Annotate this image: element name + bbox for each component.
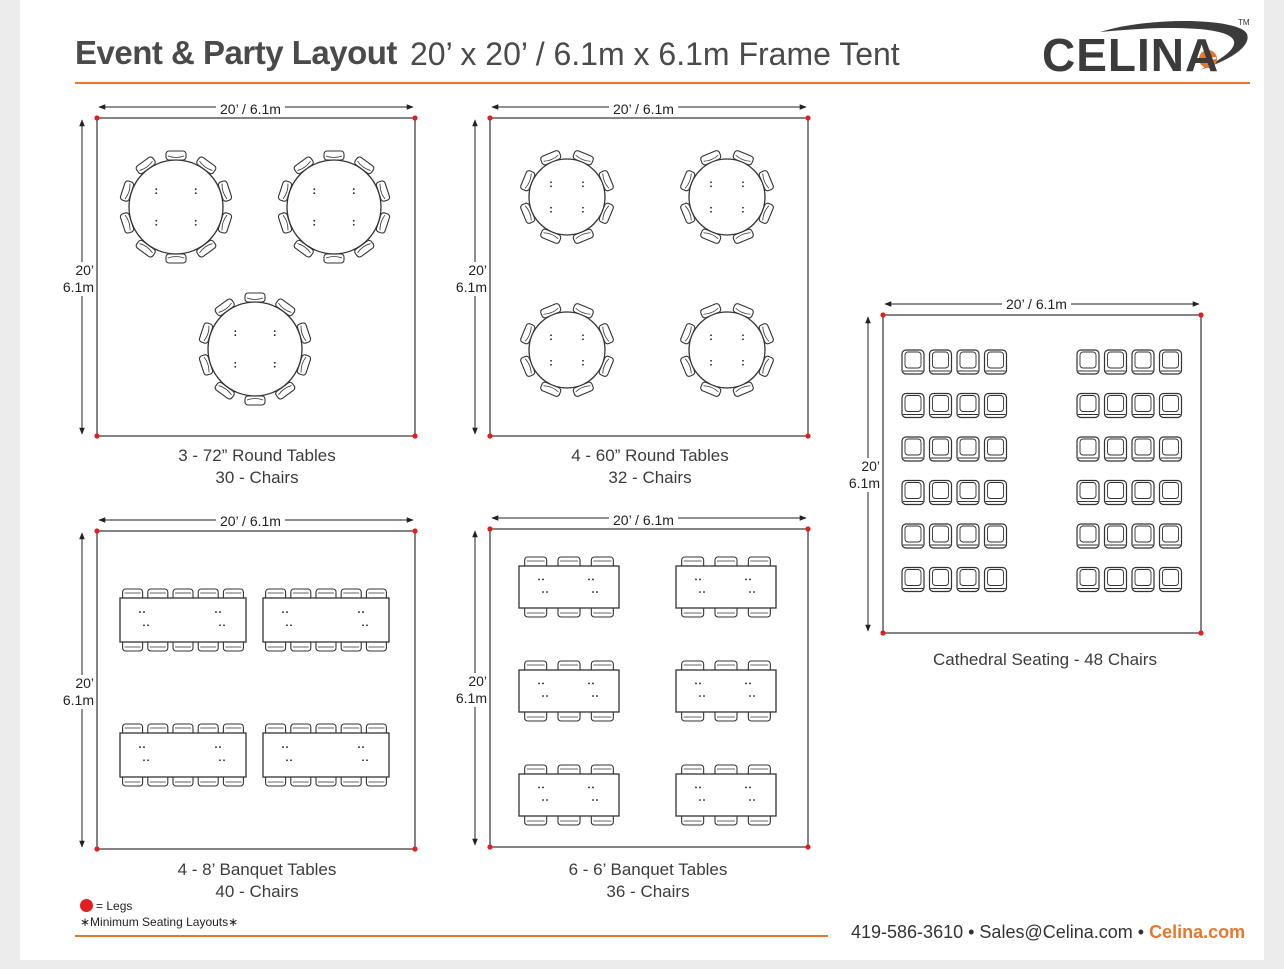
- chair-icon: [985, 437, 1007, 461]
- table-top: [676, 774, 776, 816]
- logo-wordmark: CELINA: [1042, 29, 1220, 81]
- table-top: [129, 160, 223, 254]
- chair-icon: [1132, 568, 1154, 592]
- chair-icon: [1160, 394, 1182, 418]
- layout-caption-3: 4 - 8’ Banquet Tables 40 - Chairs: [177, 860, 337, 901]
- table-top: [208, 302, 302, 396]
- chair-icon: [930, 437, 952, 461]
- chair-icon: [1077, 394, 1099, 418]
- layout-caption-2: 4 - 60” Round Tables 32 - Chairs: [571, 446, 729, 487]
- tent-frame-2: [475, 107, 811, 439]
- leg-dot-icon: [94, 528, 99, 533]
- leg-dot-icon: [412, 528, 417, 533]
- chair-icon: [1160, 350, 1182, 374]
- chair-icon: [902, 524, 924, 548]
- width-label-5: 20’ / 6.1m: [1002, 296, 1071, 312]
- banquet-table: [263, 724, 389, 786]
- banquet-table: [519, 557, 619, 617]
- chair-icon: [1132, 524, 1154, 548]
- leg-dot-icon: [1198, 312, 1203, 317]
- banquet-table: [676, 557, 776, 617]
- chair-icon: [930, 481, 952, 505]
- table-top: [689, 312, 765, 388]
- chair-icon: [166, 151, 186, 160]
- chair-icon: [902, 350, 924, 374]
- leg-dot-icon: [412, 846, 417, 851]
- chair-icon: [324, 151, 344, 160]
- chair-icon: [902, 437, 924, 461]
- layout-caption-1: 3 - 72” Round Tables 30 - Chairs: [178, 446, 336, 487]
- tent-frame-3: [82, 520, 418, 852]
- table-top: [519, 670, 619, 712]
- footer-website-link[interactable]: Celina.com: [1149, 922, 1246, 942]
- leg-dot-icon: [805, 433, 810, 438]
- chair-icon: [902, 394, 924, 418]
- table-top: [529, 159, 605, 235]
- height-label-5: 20’ 6.1m: [840, 458, 880, 492]
- chair-icon: [957, 394, 979, 418]
- layout-caption-4: 6 - 6’ Banquet Tables 36 - Chairs: [568, 860, 728, 901]
- leg-dot-icon: [487, 526, 492, 531]
- leg-dot-icon: [805, 526, 810, 531]
- chair-icon: [985, 481, 1007, 505]
- table-top: [689, 159, 765, 235]
- chair-icon: [1160, 437, 1182, 461]
- chair-icon: [245, 293, 265, 302]
- chair-icon: [957, 437, 979, 461]
- chair-icon: [985, 568, 1007, 592]
- width-label-2: 20’ / 6.1m: [609, 101, 678, 117]
- chair-icon: [1160, 524, 1182, 548]
- table-top: [263, 598, 389, 642]
- chair-icon: [902, 481, 924, 505]
- chair-icon: [1132, 394, 1154, 418]
- banquet-table: [263, 589, 389, 651]
- leg-dot-icon: [94, 846, 99, 851]
- footer-email[interactable]: Sales@Celina.com: [979, 922, 1133, 942]
- table-top: [519, 566, 619, 608]
- leg-dot-icon: [487, 115, 492, 120]
- table-top: [120, 598, 246, 642]
- chair-icon: [1105, 350, 1127, 374]
- width-label-1: 20’ / 6.1m: [216, 101, 285, 117]
- legend-legs: = Legs: [80, 899, 132, 913]
- footer-contact: 419-586-3610 • Sales@Celina.com • Celina.com: [851, 922, 1246, 942]
- height-label-2: 20’ 6.1m: [448, 262, 487, 296]
- round-table: [680, 303, 774, 397]
- round-table: [120, 151, 233, 263]
- round-table: [520, 150, 614, 244]
- table-top: [287, 160, 381, 254]
- chair-icon: [1160, 481, 1182, 505]
- width-label-3: 20’ / 6.1m: [216, 513, 285, 529]
- legend-note: ∗Minimum Seating Layouts∗: [80, 915, 239, 929]
- chair-icon: [930, 394, 952, 418]
- height-label-3: 20’ 6.1m: [56, 675, 94, 709]
- round-table: [680, 150, 774, 244]
- celina-logo: [1040, 18, 1255, 82]
- round-table: [520, 303, 614, 397]
- chair-icon: [1132, 481, 1154, 505]
- logo-trademark: TM: [1238, 18, 1250, 27]
- leg-dot-icon: [487, 844, 492, 849]
- leg-dot-icon: [880, 312, 885, 317]
- chair-icon: [1077, 568, 1099, 592]
- chair-icon: [957, 568, 979, 592]
- leg-dot-icon: [94, 115, 99, 120]
- chair-icon: [957, 350, 979, 374]
- leg-dot-icon: [412, 115, 417, 120]
- banquet-table: [519, 765, 619, 825]
- chair-icon: [1160, 568, 1182, 592]
- page-subtitle: 20’ x 20’ / 6.1m x 6.1m Frame Tent: [410, 36, 900, 72]
- chair-icon: [1077, 350, 1099, 374]
- leg-dot-icon: [80, 899, 93, 912]
- chair-icon: [1105, 524, 1127, 548]
- round-table: [199, 293, 312, 405]
- chair-icon: [166, 254, 186, 263]
- banquet-table: [676, 661, 776, 721]
- chair-icon: [1132, 350, 1154, 374]
- chair-icon: [1105, 568, 1127, 592]
- chair-icon: [957, 524, 979, 548]
- chair-icon: [1132, 437, 1154, 461]
- chair-icon: [985, 350, 1007, 374]
- chair-icon: [930, 524, 952, 548]
- height-label-1: 20’ 6.1m: [56, 262, 94, 296]
- table-top: [676, 670, 776, 712]
- table-top: [529, 312, 605, 388]
- banquet-table: [519, 661, 619, 721]
- chair-icon: [1077, 481, 1099, 505]
- chair-icon: [1077, 437, 1099, 461]
- footer-rule: [75, 935, 828, 937]
- banquet-table: [120, 724, 246, 786]
- page-title: Event & Party Layout: [75, 34, 397, 71]
- leg-dot-icon: [487, 433, 492, 438]
- table-top: [519, 774, 619, 816]
- chair-icon: [1105, 394, 1127, 418]
- height-label-4: 20’ 6.1m: [448, 673, 487, 707]
- leg-dot-icon: [94, 433, 99, 438]
- leg-dot-icon: [805, 844, 810, 849]
- banquet-table: [120, 589, 246, 651]
- layout-sheet: [20, 0, 1264, 960]
- table-top: [263, 733, 389, 777]
- chair-icon: [985, 524, 1007, 548]
- leg-dot-icon: [1198, 630, 1203, 635]
- header-rule: [75, 82, 1250, 84]
- layout-caption-5: Cathedral Seating - 48 Chairs: [933, 650, 1157, 669]
- chair-icon: [1105, 437, 1127, 461]
- table-top: [120, 733, 246, 777]
- chair-icon: [1077, 524, 1099, 548]
- chair-icon: [245, 396, 265, 405]
- chair-icon: [930, 568, 952, 592]
- width-label-4: 20’ / 6.1m: [609, 512, 678, 528]
- round-table: [278, 151, 391, 263]
- chair-icon: [1105, 481, 1127, 505]
- table-top: [676, 566, 776, 608]
- chair-icon: [985, 394, 1007, 418]
- chair-icon: [902, 568, 924, 592]
- leg-dot-icon: [805, 115, 810, 120]
- leg-dot-icon: [412, 433, 417, 438]
- chair-icon: [930, 350, 952, 374]
- leg-dot-icon: [880, 630, 885, 635]
- chair-icon: [324, 254, 344, 263]
- banquet-table: [676, 765, 776, 825]
- chair-icon: [957, 481, 979, 505]
- footer-phone: 419-586-3610: [851, 922, 964, 942]
